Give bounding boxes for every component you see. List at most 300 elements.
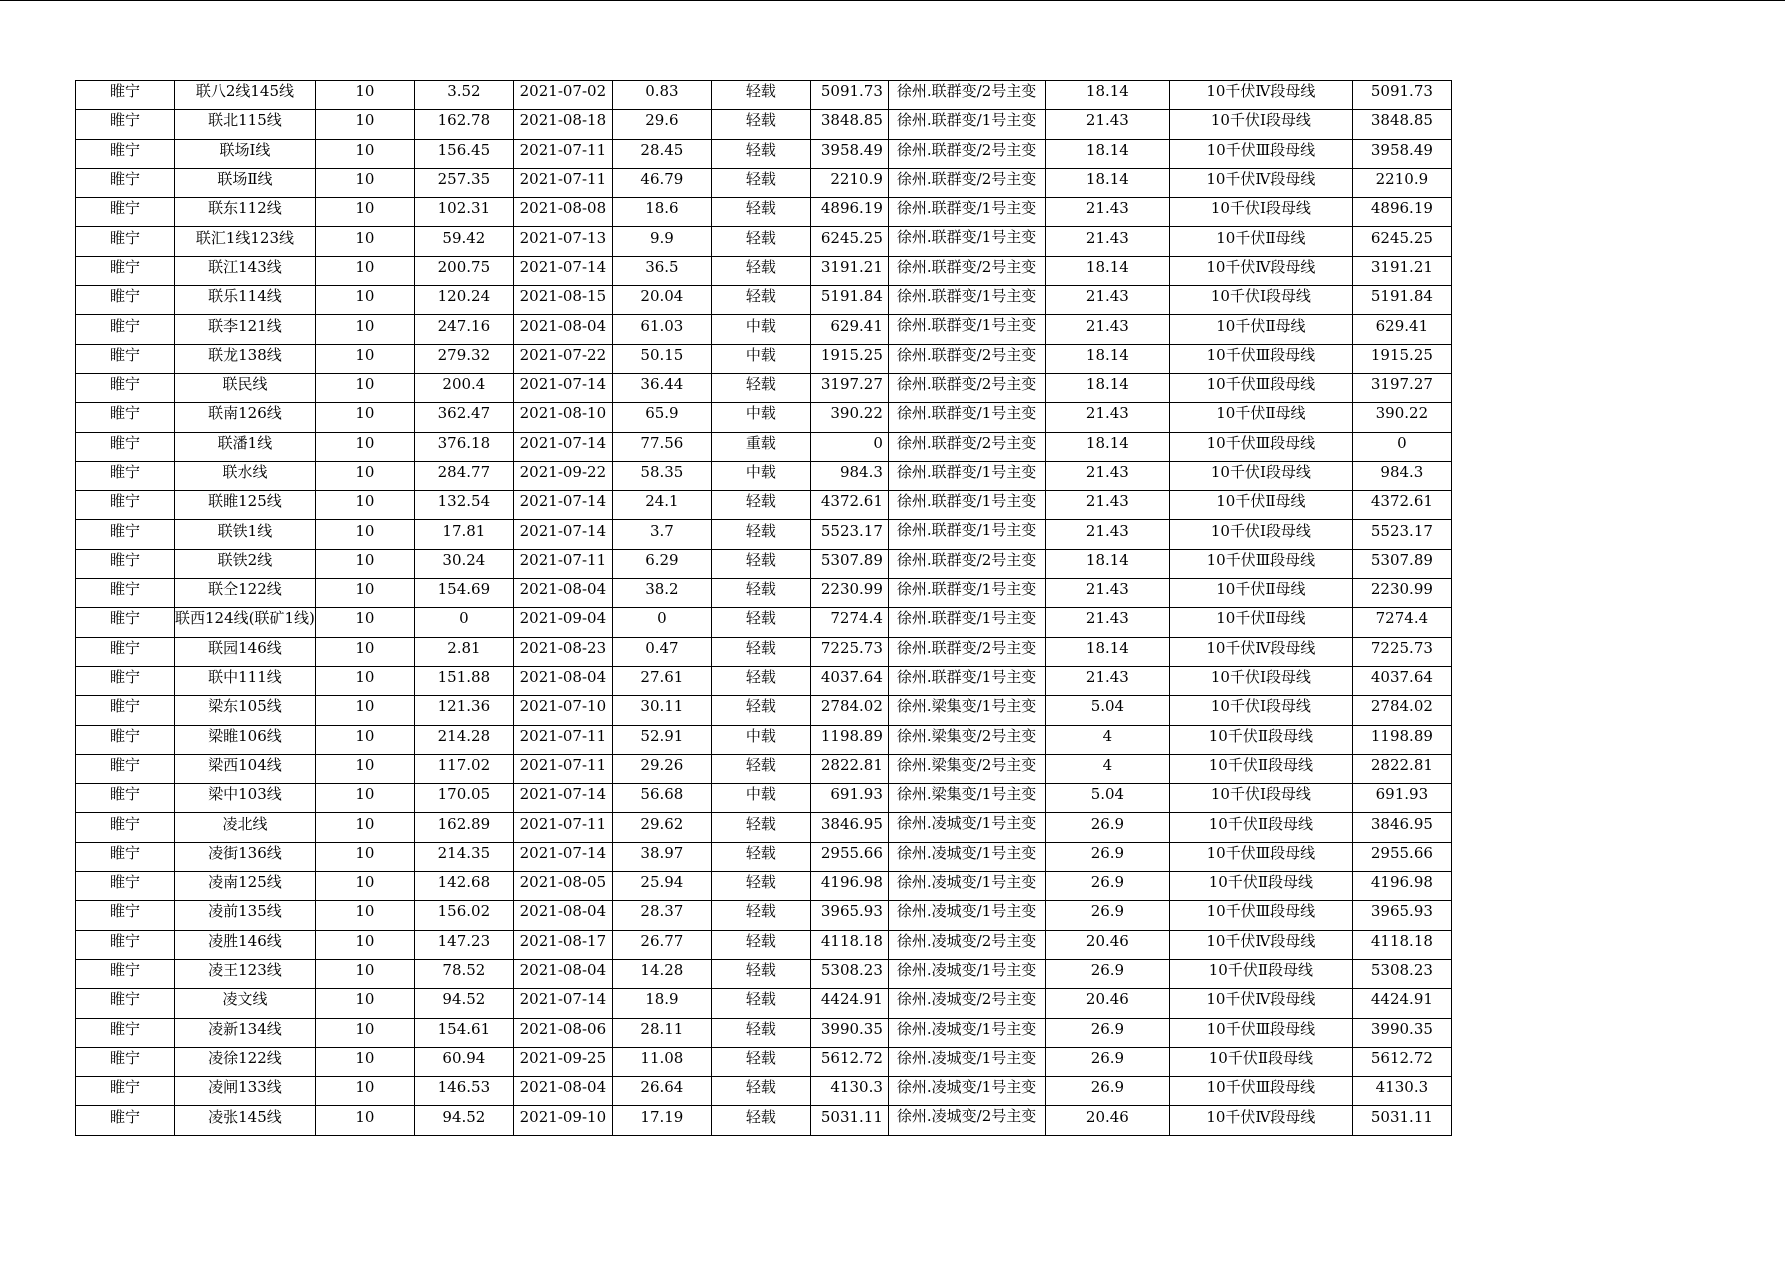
cell-load-value-text: 200.75 <box>437 257 491 276</box>
cell-load-rate <box>612 139 711 168</box>
cell-spare-capacity-text: 3965.93 <box>820 902 883 921</box>
cell-county-text: 睢宁 <box>109 492 140 511</box>
cell-voltage-text: 10 <box>355 345 375 364</box>
cell-substation-transformer <box>888 227 1045 256</box>
cell-transformer-load-text: 20.46 <box>1085 1107 1129 1126</box>
cell-transformer-load <box>1045 110 1169 139</box>
cell-load-rate-text: 26.77 <box>640 931 684 950</box>
cell-load-rate-text: 56.68 <box>640 785 684 804</box>
cell-county <box>76 696 175 725</box>
cell-spare-capacity-text: 390.22 <box>830 404 883 423</box>
cell-transformer-load-text: 21.43 <box>1085 111 1129 130</box>
cell-load-status <box>711 227 810 256</box>
cell-spare-capacity-text: 691.93 <box>830 785 883 804</box>
cell-available-capacity-text: 5031.11 <box>1370 1107 1433 1126</box>
cell-line-name-text: 联场Ⅰ线 <box>219 140 271 159</box>
cell-substation-transformer-text: 徐州.联群变/1号主变 <box>896 404 1037 423</box>
cell-voltage <box>315 344 414 373</box>
cell-voltage-text: 10 <box>355 140 375 159</box>
cell-load-value <box>414 256 513 285</box>
cell-transformer-load-text: 18.14 <box>1085 345 1129 364</box>
cell-county-text: 睢宁 <box>109 375 140 394</box>
cell-voltage-text: 10 <box>355 287 375 306</box>
table-row <box>76 930 1452 959</box>
cell-available-capacity <box>1352 608 1451 637</box>
cell-spare-capacity <box>810 1077 888 1106</box>
cell-voltage <box>315 1106 414 1135</box>
cell-voltage-text: 10 <box>355 609 375 628</box>
cell-voltage-text: 10 <box>355 463 375 481</box>
cell-line-name-text: 联李121线 <box>208 316 282 335</box>
cell-available-capacity-text: 629.41 <box>1375 316 1429 335</box>
cell-transformer-load-text: 5.04 <box>1090 697 1125 716</box>
cell-load-value-text: 17.81 <box>442 521 486 540</box>
cell-date-text: 2021-07-14 <box>519 990 607 1009</box>
cell-bus-section <box>1169 168 1352 197</box>
cell-available-capacity <box>1352 110 1451 139</box>
cell-available-capacity <box>1352 1018 1451 1047</box>
cell-line-name-text: 联睢125线 <box>208 492 282 511</box>
cell-line-name <box>175 608 316 637</box>
cell-county <box>76 403 175 432</box>
cell-date <box>513 432 612 461</box>
cell-date <box>513 1018 612 1047</box>
cell-load-rate-text: 77.56 <box>640 433 684 452</box>
table-row <box>76 1047 1452 1076</box>
cell-bus-section-text: 10千伏Ⅱ段母线 <box>1208 726 1314 745</box>
cell-spare-capacity-text: 2955.66 <box>820 843 883 862</box>
cell-bus-section <box>1169 461 1352 490</box>
cell-county-text: 睢宁 <box>109 228 140 247</box>
table-row <box>76 1077 1452 1106</box>
cell-load-rate <box>612 989 711 1018</box>
table-row <box>76 901 1452 930</box>
cell-load-value <box>414 286 513 315</box>
cell-date <box>513 403 612 432</box>
cell-bus-section-text: 10千伏Ⅲ段母线 <box>1206 1078 1316 1097</box>
cell-line-name-text: 联西124线(联矿1线) <box>175 609 315 628</box>
cell-load-value-text: 257.35 <box>437 170 491 189</box>
cell-available-capacity-text: 3848.85 <box>1370 111 1433 130</box>
cell-available-capacity <box>1352 696 1451 725</box>
cell-bus-section <box>1169 1077 1352 1106</box>
cell-available-capacity <box>1352 549 1451 578</box>
cell-date <box>513 227 612 256</box>
cell-bus-section <box>1169 813 1352 842</box>
cell-bus-section <box>1169 579 1352 608</box>
cell-load-value <box>414 930 513 959</box>
cell-line-name <box>175 813 316 842</box>
table-row <box>76 168 1452 197</box>
cell-date <box>513 286 612 315</box>
cell-available-capacity <box>1352 256 1451 285</box>
cell-county-text: 睢宁 <box>109 843 140 862</box>
cell-date <box>513 344 612 373</box>
cell-county <box>76 520 175 549</box>
cell-load-value-text: 154.69 <box>437 580 491 599</box>
cell-date <box>513 139 612 168</box>
cell-bus-section <box>1169 139 1352 168</box>
cell-transformer-load <box>1045 930 1169 959</box>
cell-transformer-load <box>1045 1077 1169 1106</box>
cell-voltage-text: 10 <box>355 726 375 745</box>
cell-substation-transformer <box>888 959 1045 988</box>
cell-voltage <box>315 1077 414 1106</box>
cell-county <box>76 344 175 373</box>
cell-load-rate <box>612 256 711 285</box>
cell-county-text: 睢宁 <box>109 463 140 481</box>
cell-transformer-load <box>1045 725 1169 754</box>
cell-line-name-text: 联江143线 <box>208 257 282 276</box>
cell-load-value-text: 151.88 <box>437 668 491 687</box>
cell-load-value <box>414 168 513 197</box>
cell-substation-transformer <box>888 784 1045 813</box>
cell-substation-transformer <box>888 81 1045 110</box>
cell-available-capacity-text: 3191.21 <box>1370 257 1433 276</box>
cell-load-status-text: 中载 <box>745 345 776 364</box>
cell-load-value-text: 156.02 <box>437 902 491 921</box>
cell-spare-capacity-text: 1915.25 <box>820 345 883 364</box>
cell-bus-section <box>1169 549 1352 578</box>
cell-load-rate <box>612 549 711 578</box>
cell-load-value-text: 94.52 <box>442 990 486 1009</box>
cell-load-value <box>414 461 513 490</box>
cell-load-rate-text: 29.26 <box>640 755 684 774</box>
cell-available-capacity-text: 4037.64 <box>1370 668 1433 687</box>
cell-date-text: 2021-08-23 <box>519 638 607 657</box>
cell-voltage-text: 10 <box>355 902 375 921</box>
cell-available-capacity <box>1352 373 1451 402</box>
cell-load-status-text: 轻载 <box>745 638 776 657</box>
table-row <box>76 432 1452 461</box>
cell-line-name-text: 凌王123线 <box>208 961 282 980</box>
cell-load-value <box>414 754 513 783</box>
cell-load-rate <box>612 637 711 666</box>
cell-transformer-load-text: 26.9 <box>1090 814 1125 833</box>
cell-line-name <box>175 1047 316 1076</box>
cell-spare-capacity <box>810 784 888 813</box>
cell-substation-transformer <box>888 1047 1045 1076</box>
cell-substation-transformer <box>888 696 1045 725</box>
cell-voltage <box>315 139 414 168</box>
cell-county <box>76 842 175 871</box>
cell-substation-transformer <box>888 930 1045 959</box>
cell-substation-transformer <box>888 461 1045 490</box>
cell-available-capacity-text: 4896.19 <box>1370 199 1433 218</box>
cell-line-name-text: 联乐114线 <box>208 287 282 306</box>
cell-load-value <box>414 432 513 461</box>
cell-county-text: 睢宁 <box>109 902 140 921</box>
cell-load-status <box>711 491 810 520</box>
cell-load-status-text: 轻载 <box>745 82 776 101</box>
cell-bus-section-text: 10千伏Ⅱ段母线 <box>1208 961 1314 980</box>
cell-load-rate <box>612 110 711 139</box>
cell-spare-capacity <box>810 81 888 110</box>
cell-voltage-text: 10 <box>355 404 375 423</box>
cell-date-text: 2021-08-04 <box>519 1078 607 1097</box>
cell-load-status <box>711 432 810 461</box>
cell-load-rate <box>612 784 711 813</box>
cell-voltage <box>315 373 414 402</box>
cell-line-name-text: 联仝122线 <box>208 580 282 599</box>
cell-load-status <box>711 549 810 578</box>
cell-substation-transformer <box>888 520 1045 549</box>
cell-voltage <box>315 315 414 344</box>
cell-line-name-text: 凌徐122线 <box>208 1048 282 1067</box>
cell-bus-section-text: 10千伏Ⅲ段母线 <box>1206 345 1316 364</box>
cell-spare-capacity-text: 3191.21 <box>820 257 883 276</box>
cell-line-name <box>175 1077 316 1106</box>
cell-load-rate-text: 52.91 <box>640 726 684 745</box>
cell-transformer-load <box>1045 198 1169 227</box>
cell-substation-transformer <box>888 872 1045 901</box>
cell-county <box>76 579 175 608</box>
cell-substation-transformer-text: 徐州.联群变/1号主变 <box>896 609 1037 628</box>
cell-substation-transformer-text: 徐州.凌城变/1号主变 <box>896 873 1037 892</box>
cell-spare-capacity-text: 2230.99 <box>820 580 883 599</box>
cell-load-value-text: 279.32 <box>437 345 491 364</box>
cell-load-rate-text: 11.08 <box>640 1048 684 1067</box>
cell-load-value-text: 120.24 <box>437 287 491 306</box>
cell-bus-section <box>1169 637 1352 666</box>
cell-county <box>76 666 175 695</box>
cell-spare-capacity <box>810 139 888 168</box>
cell-load-value-text: 3.52 <box>447 82 481 101</box>
cell-substation-transformer <box>888 168 1045 197</box>
cell-spare-capacity-text: 5612.72 <box>820 1048 883 1067</box>
cell-load-status <box>711 637 810 666</box>
cell-transformer-load <box>1045 637 1169 666</box>
cell-date <box>513 754 612 783</box>
cell-available-capacity-text: 7225.73 <box>1370 638 1433 657</box>
cell-load-status <box>711 520 810 549</box>
table-row <box>76 549 1452 578</box>
cell-date <box>513 930 612 959</box>
cell-transformer-load-text: 18.14 <box>1085 140 1129 159</box>
cell-load-value-text: 2.81 <box>447 638 481 657</box>
cell-bus-section-text: 10千伏Ⅱ段母线 <box>1208 873 1314 892</box>
cell-county <box>76 139 175 168</box>
cell-transformer-load <box>1045 315 1169 344</box>
cell-load-status <box>711 256 810 285</box>
cell-spare-capacity <box>810 813 888 842</box>
cell-date-text: 2021-08-04 <box>519 902 607 921</box>
cell-line-name-text: 梁睢106线 <box>208 726 282 745</box>
cell-load-value <box>414 637 513 666</box>
cell-line-name-text: 梁东105线 <box>208 697 282 716</box>
cell-load-status <box>711 315 810 344</box>
cell-load-value-text: 214.35 <box>437 843 491 862</box>
cell-load-status-text: 轻载 <box>745 492 776 511</box>
cell-available-capacity-text: 3846.95 <box>1370 814 1433 833</box>
cell-county <box>76 373 175 402</box>
table-row <box>76 227 1452 256</box>
cell-line-name <box>175 1018 316 1047</box>
table-row <box>76 520 1452 549</box>
cell-transformer-load <box>1045 373 1169 402</box>
cell-load-value <box>414 315 513 344</box>
cell-load-status-text: 中载 <box>745 726 776 745</box>
cell-county <box>76 461 175 490</box>
cell-substation-transformer <box>888 666 1045 695</box>
cell-load-rate-text: 3.7 <box>649 521 674 540</box>
cell-load-value-text: 147.23 <box>437 931 491 950</box>
cell-load-status-text: 轻载 <box>745 111 776 130</box>
cell-line-name <box>175 1106 316 1135</box>
cell-load-status <box>711 81 810 110</box>
cell-voltage <box>315 901 414 930</box>
cell-load-status-text: 轻载 <box>745 1019 776 1038</box>
cell-load-rate <box>612 959 711 988</box>
cell-date-text: 2021-08-08 <box>519 199 607 218</box>
cell-substation-transformer <box>888 1106 1045 1135</box>
cell-load-status <box>711 959 810 988</box>
cell-date <box>513 168 612 197</box>
cell-line-name <box>175 198 316 227</box>
cell-spare-capacity-text: 4130.3 <box>830 1078 883 1097</box>
cell-spare-capacity <box>810 1047 888 1076</box>
cell-voltage-text: 10 <box>355 990 375 1009</box>
cell-load-value-text: 94.52 <box>442 1107 486 1126</box>
cell-load-rate-text: 17.19 <box>640 1107 684 1126</box>
cell-transformer-load-text: 21.43 <box>1085 404 1129 423</box>
cell-substation-transformer-text: 徐州.联群变/1号主变 <box>896 667 1037 686</box>
cell-voltage <box>315 930 414 959</box>
cell-load-status <box>711 901 810 930</box>
cell-county-text: 睢宁 <box>109 1019 140 1038</box>
cell-available-capacity-text: 3197.27 <box>1370 375 1433 394</box>
cell-line-name <box>175 168 316 197</box>
cell-county <box>76 286 175 315</box>
cell-load-value-text: 146.53 <box>437 1078 491 1097</box>
cell-line-name-text: 凌文线 <box>222 990 268 1009</box>
cell-load-rate <box>612 491 711 520</box>
table-row <box>76 315 1452 344</box>
cell-load-status-text: 轻载 <box>745 199 776 218</box>
cell-bus-section <box>1169 1047 1352 1076</box>
cell-load-rate <box>612 725 711 754</box>
cell-substation-transformer <box>888 1077 1045 1106</box>
cell-spare-capacity <box>810 579 888 608</box>
cell-bus-section-text: 10千伏Ⅲ段母线 <box>1206 140 1316 159</box>
cell-load-value <box>414 81 513 110</box>
cell-spare-capacity <box>810 491 888 520</box>
cell-bus-section <box>1169 608 1352 637</box>
cell-spare-capacity-text: 3846.95 <box>820 814 883 833</box>
cell-available-capacity-text: 1198.89 <box>1370 726 1433 745</box>
cell-load-value <box>414 373 513 402</box>
cell-spare-capacity-text: 3990.35 <box>820 1019 883 1038</box>
cell-available-capacity-text: 7274.4 <box>1375 609 1429 628</box>
cell-voltage <box>315 461 414 490</box>
cell-load-status-text: 轻载 <box>745 521 776 540</box>
cell-spare-capacity-text: 5307.89 <box>820 550 883 569</box>
cell-available-capacity <box>1352 139 1451 168</box>
cell-bus-section-text: 10千伏Ⅰ段母线 <box>1210 287 1311 306</box>
cell-voltage <box>315 872 414 901</box>
cell-line-name <box>175 959 316 988</box>
cell-bus-section-text: 10千伏Ⅳ段母线 <box>1206 170 1316 189</box>
cell-spare-capacity <box>810 168 888 197</box>
cell-county <box>76 1077 175 1106</box>
cell-substation-transformer <box>888 139 1045 168</box>
cell-transformer-load <box>1045 901 1169 930</box>
cell-available-capacity <box>1352 989 1451 1018</box>
cell-transformer-load <box>1045 139 1169 168</box>
cell-spare-capacity <box>810 373 888 402</box>
cell-line-name-text: 凌胜146线 <box>208 931 282 950</box>
cell-substation-transformer-text: 徐州.联群变/1号主变 <box>896 199 1037 218</box>
cell-substation-transformer-text: 徐州.联群变/2号主变 <box>896 169 1037 188</box>
cell-load-status <box>711 608 810 637</box>
cell-spare-capacity-text: 6245.25 <box>820 228 883 247</box>
cell-voltage-text: 10 <box>355 170 375 189</box>
cell-available-capacity-text: 4424.91 <box>1370 990 1433 1009</box>
cell-line-name <box>175 491 316 520</box>
cell-spare-capacity-text: 4037.64 <box>820 668 883 687</box>
cell-substation-transformer <box>888 198 1045 227</box>
cell-load-status-text: 轻载 <box>745 697 776 716</box>
cell-line-name <box>175 872 316 901</box>
cell-substation-transformer-text: 徐州.凌城变/1号主变 <box>896 1078 1037 1097</box>
cell-substation-transformer-text: 徐州.梁集变/2号主变 <box>896 755 1037 774</box>
cell-load-value <box>414 1047 513 1076</box>
cell-transformer-load-text: 4 <box>1102 726 1113 745</box>
cell-date <box>513 637 612 666</box>
cell-voltage <box>315 842 414 871</box>
cell-spare-capacity <box>810 286 888 315</box>
cell-load-status-text: 轻载 <box>745 873 776 892</box>
cell-line-name <box>175 842 316 871</box>
cell-transformer-load <box>1045 579 1169 608</box>
cell-transformer-load-text: 20.46 <box>1085 931 1129 950</box>
cell-county-text: 睢宁 <box>109 668 140 687</box>
cell-transformer-load <box>1045 491 1169 520</box>
cell-available-capacity-text: 2784.02 <box>1370 697 1433 716</box>
cell-voltage-text: 10 <box>355 492 375 511</box>
cell-line-name <box>175 139 316 168</box>
cell-voltage-text: 10 <box>355 873 375 892</box>
cell-line-name <box>175 754 316 783</box>
cell-line-name-text: 凌新134线 <box>208 1019 282 1038</box>
cell-available-capacity <box>1352 872 1451 901</box>
cell-line-name <box>175 315 316 344</box>
cell-bus-section <box>1169 403 1352 432</box>
cell-load-value-text: 102.31 <box>437 199 491 218</box>
cell-date-text: 2021-07-14 <box>519 433 607 452</box>
cell-county-text: 睢宁 <box>109 82 140 101</box>
cell-load-status <box>711 813 810 842</box>
cell-bus-section <box>1169 227 1352 256</box>
cell-load-value-text: 200.4 <box>442 375 486 394</box>
cell-transformer-load <box>1045 432 1169 461</box>
cell-voltage <box>315 989 414 1018</box>
cell-available-capacity <box>1352 930 1451 959</box>
cell-transformer-load-text: 21.43 <box>1085 492 1129 511</box>
cell-line-name-text: 联南126线 <box>208 404 282 423</box>
cell-line-name <box>175 901 316 930</box>
cell-load-rate <box>612 696 711 725</box>
cell-transformer-load-text: 26.9 <box>1090 902 1125 921</box>
cell-load-value <box>414 813 513 842</box>
cell-line-name-text: 联八2线145线 <box>195 82 295 101</box>
cell-substation-transformer <box>888 842 1045 871</box>
cell-load-value <box>414 842 513 871</box>
cell-available-capacity-text: 2230.99 <box>1370 580 1433 599</box>
cell-transformer-load <box>1045 549 1169 578</box>
cell-available-capacity <box>1352 579 1451 608</box>
table-row <box>76 989 1452 1018</box>
